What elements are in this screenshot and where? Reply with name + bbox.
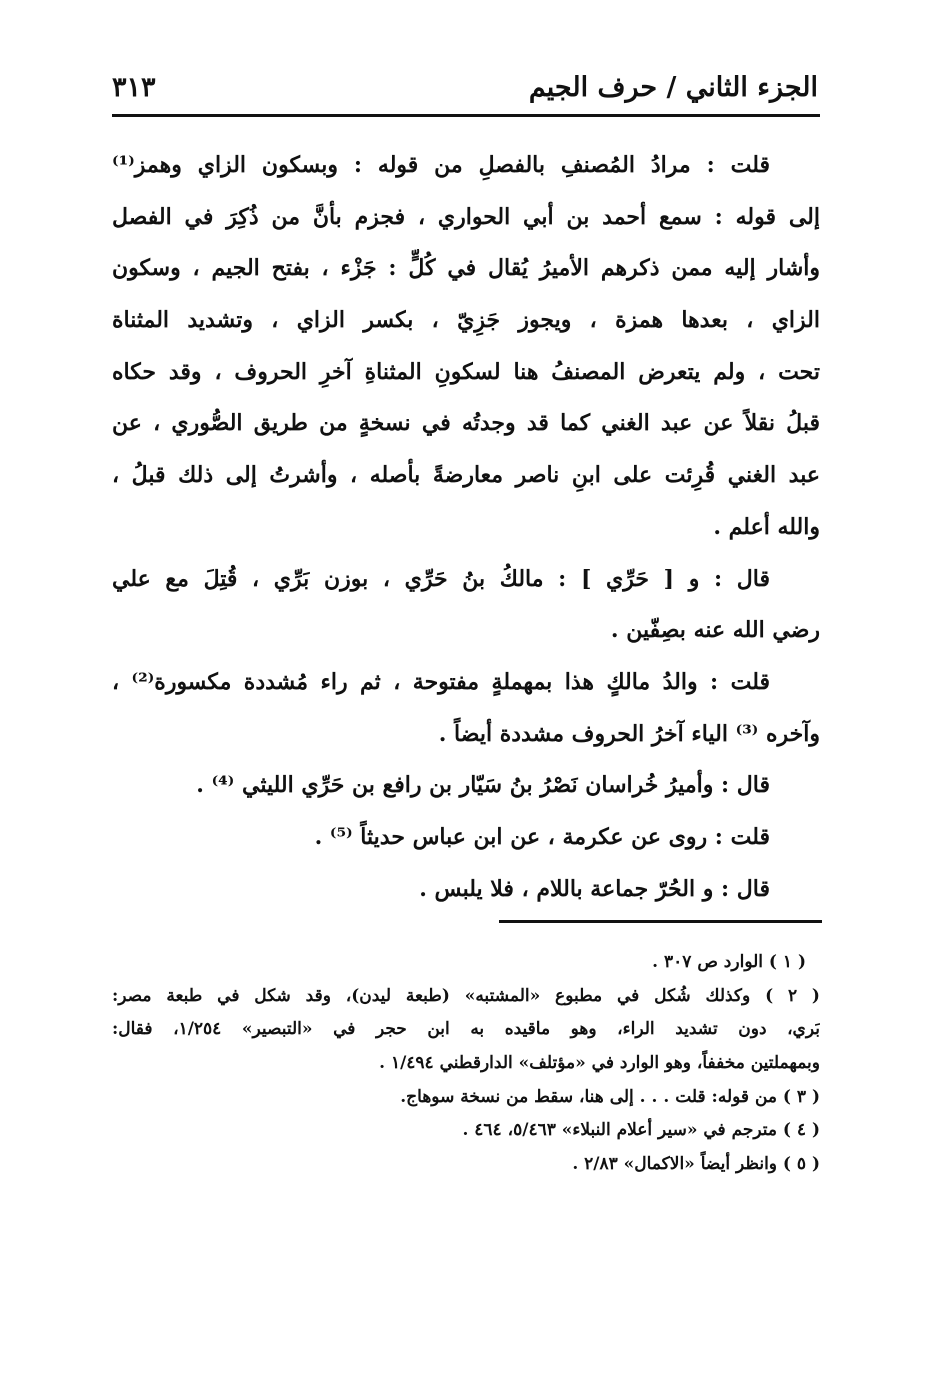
footnote-line: ( ٣ ) من قوله: قلت . . . إلى هنا، سقط من نسخة سوهاج. [400,1086,820,1107]
footnote-line: ( ٥ ) وانظر أيضاً «الاكمال» ٢/٨٣ . [572,1154,820,1175]
main-text [112,140,820,915]
text-line: قال : وأميرُ خُراسان نَصْرُ بنُ سَيّار بن رافع بن حَرِّي الليثي ⁽⁴⁾ . [196,772,770,799]
text-line: رضي الله عنه بصِفّين . [610,617,820,644]
header-rule [112,114,820,117]
footnotes [112,946,820,1182]
footnote-line: بَري، دون تشديد الراء، وهو ماقيده به ابن حجر في «التبصير» ١/٢٥٤، فقال: [112,1019,820,1040]
text-line: الزاي ، بعدها همزة ، ويجوز جَزِيّ ، بكسر الزاي ، وتشديد المثناة [112,307,820,334]
text-line: قال : و [ حَرِّي ] : مالكُ بنُ حَرِّي ، بوزن بَرِّي ، قُتِلَ مع علي [112,565,770,592]
text-line: قبلُ نقلاً عن عبد الغني كما قد وجدتُه في نسخةٍ من طريق الصُّوري ، عن [112,410,820,437]
text-line: قلت : مرادُ المُصنفِ بالفصلِ من قوله : وبسكون الزاي وهمز⁽¹⁾ [112,152,770,178]
text-line: قلت : روى عن عكرمة ، عن ابن عباس حديثاً ⁽⁵⁾ . [314,823,770,850]
text-line: إلى قوله : سمع أحمد بن أبي الحواري ، فجزم بأنَّ من ذُكِرَ في الفصل [112,203,820,230]
text-line: وآخره ⁽³⁾ الياء آخرُ الحروف مشددة أيضاً . [438,720,820,747]
text-line: عبد الغني قُرِئت على ابنِ ناصر معارضةً بأصله ، وأشرتُ إلى ذلك قبلُ ، [112,462,820,489]
footnote-line: ( ٢ ) وكذلك شُكل في مطبوع «المشتبه» (طبعة ليدن)، وقد شكل في طبعة مصر: [112,985,820,1006]
footnote-rule [499,920,822,923]
footnote-line: ( ٤ ) مترجم في «سير أعلام النبلاء» ٥/٤٦٣، ٤٦٤ . [462,1120,820,1141]
text-line: تحت ، ولم يتعرض المصنفُ هنا لسكونِ المثناةِ آخرِ الحروف ، وقد حكاه [112,358,820,385]
header-title: الجزء الثاني / حرف الجيم [528,72,818,103]
text-line: قال : و الحُرّ جماعة باللام ، فلا يلبس . [419,875,770,902]
text-line: قلت : والدُ مالكٍ هذا بمهملةٍ مفتوحة ، ثم راء مُشددة مكسورة⁽²⁾ ، [112,668,771,695]
page-number: ٣١٣ [112,72,156,103]
text-line: وأشار إليه ممن ذكرهم الأميرُ يُقال في كُلٍّ : جَزْء ، بفتح الجيم ، وسكون [112,255,820,282]
footnote-line: وبمهملتين مخففاً، وهو الوارد في «مؤتلف» الدارقطني ١/٤٩٤ . [379,1053,820,1074]
running-header [112,68,818,116]
text-line: والله أعلم . [713,513,820,540]
footnote-line: ( ١ ) الوارد ص ٣٠٧ . [652,952,806,972]
